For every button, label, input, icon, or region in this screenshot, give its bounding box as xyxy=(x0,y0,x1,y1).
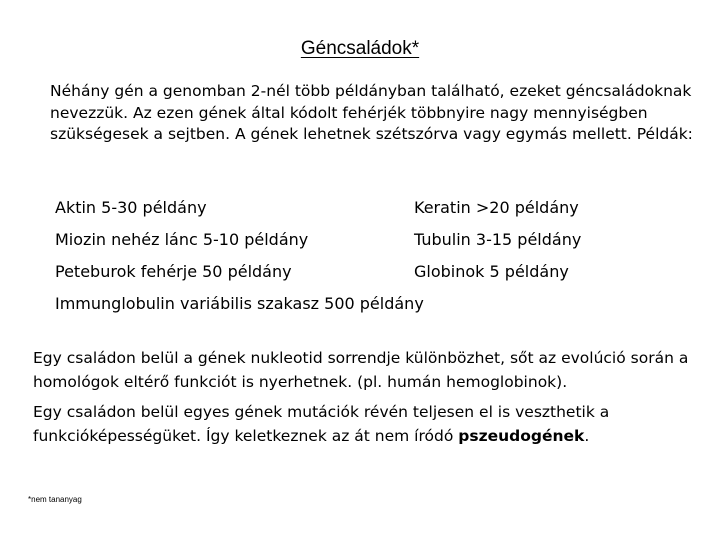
example-keratin: Keratin >20 példány xyxy=(414,198,579,217)
example-actin: Aktin 5-30 példány xyxy=(55,198,207,217)
intro-paragraph: Néhány gén a genomban 2-nél több példányban található, ezeket géncsaládoknak nevezzük. Az ezen gének által kódolt fehérjék többnyire nagy mennyiségben szükségesek a sejtben. A gének lehetnek szétszórva vagy egymás mellett. Példák: xyxy=(50,82,693,143)
example-myosin: Miozin nehéz lánc 5-10 példány xyxy=(55,230,309,249)
pseudogene-paragraph-end: . xyxy=(584,427,590,445)
example-tubulin: Tubulin 3-15 példány xyxy=(414,230,582,249)
footnote: *nem tananyag xyxy=(28,495,82,504)
homolog-paragraph: Egy családon belül a gének nukleotid sorrendje különbözhet, sőt az evolúció során a homológok eltérő funkciót is nyerhetnek. (pl. humán hemoglobinok). xyxy=(33,349,689,391)
pseudogene-paragraph xyxy=(33,400,703,448)
example-eggshell-protein: Peteburok fehérje 50 példány xyxy=(55,262,292,281)
example-globin: Globinok 5 példány xyxy=(414,262,569,281)
pseudogene-paragraph-text: Egy családon belül egyes gének mutációk révén teljesen el is veszthetik a funkcióképességüket. Így keletkeznek az át nem íródó xyxy=(33,403,610,445)
pseudogene-term: pszeudogének xyxy=(458,427,585,445)
example-immunoglobulin: Immunglobulin variábilis szakasz 500 példány xyxy=(55,294,424,313)
slide-title: Géncsaládok* xyxy=(300,38,420,59)
